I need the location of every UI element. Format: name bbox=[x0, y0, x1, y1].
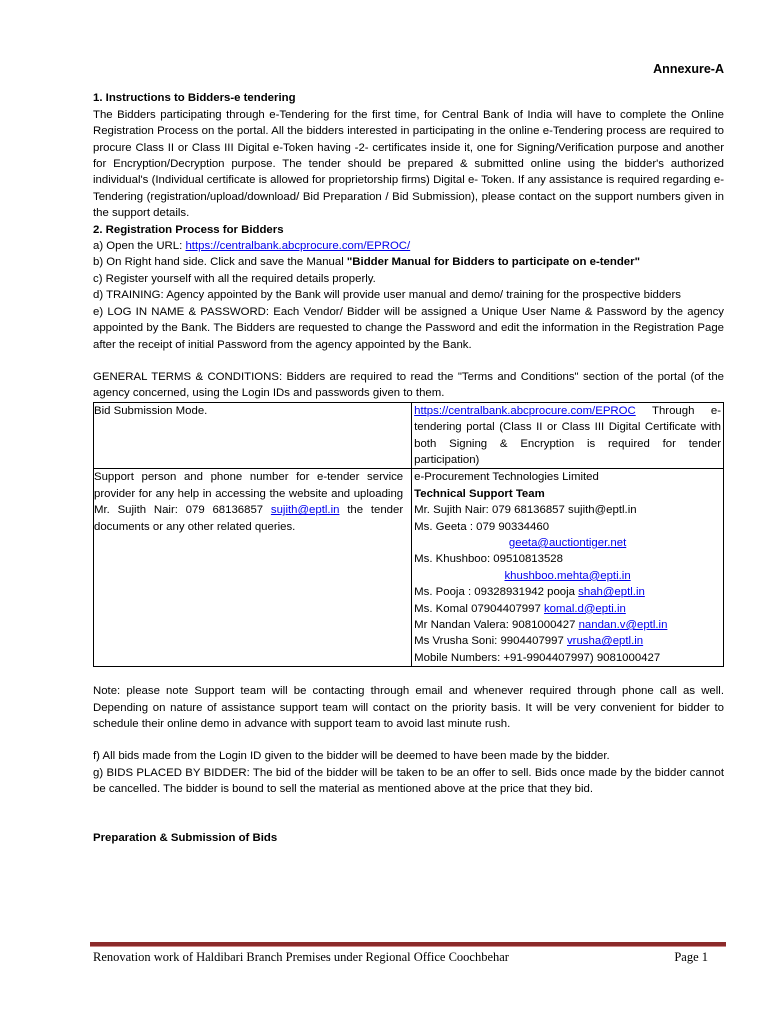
support-table bbox=[93, 402, 724, 668]
khushboo-email-link[interactable]: khushboo.mehta@epti.in bbox=[504, 569, 631, 582]
step-c: c) Register yourself with all the required details properly. bbox=[93, 272, 376, 285]
footer-title: Renovation work of Haldibari Branch Premises under Regional Office Coochbehar bbox=[93, 950, 509, 964]
bidder-manual-title: "Bidder Manual for Bidders to participate on e-tender" bbox=[346, 256, 640, 269]
step-e: e) LOG IN NAME & PASSWORD: Each Vendor/ Bidder will be assigned a Unique User Name & Password by the agency appointed by the Bank. The Bidders are requested to change the Password and edit the information in the Registration Page after the receipt of initial Password from the agency appointed by the Bank. bbox=[93, 305, 724, 351]
contact-komal bbox=[414, 601, 721, 617]
contact-mobile: Mobile Numbers: +91-9904407997) 9081000427 bbox=[414, 651, 661, 664]
table-row bbox=[94, 402, 724, 469]
support-desc-text: Support person and phone number for e-tender service provider for any help in accessing the website and uploading Mr. Sujith Nair: 079 68136857 bbox=[94, 471, 404, 517]
contact-nandan bbox=[414, 617, 721, 633]
step-f: f) All bids made from the Login ID given to the bidder will be deemed to have been made by the bidder. bbox=[93, 750, 610, 763]
vrusha-text: Ms Vrusha Soni: 9904407997 bbox=[414, 635, 567, 648]
company-name: e-Procurement Technologies Limited bbox=[414, 471, 599, 484]
contact-geeta-email-row bbox=[414, 535, 721, 551]
table-row bbox=[94, 469, 724, 667]
contact-vrusha bbox=[414, 633, 721, 649]
section2-heading: 2. Registration Process for Bidders bbox=[93, 223, 284, 236]
support-note: Note: please note Support team will be contacting through email and whenever required through phone call as well. Depending on nature of assistance support team will contact on the priority basis. It will be very convenient for bidder to schedule their online demo in advance with support team to avoid last minute rush. bbox=[93, 685, 724, 731]
support-team-title: Technical Support Team bbox=[414, 487, 545, 500]
section1-heading: 1. Instructions to Bidders-e tendering bbox=[93, 92, 296, 105]
bid-mode-details: Through e-tendering portal (Class II or Class III Digital Certificate with both Signing & Encryption is required for tender participation) bbox=[414, 404, 721, 466]
sujith-email-link[interactable]: sujith@eptl.in bbox=[270, 504, 340, 517]
geeta-email-link[interactable]: geeta@auctiontiger.net bbox=[508, 536, 627, 549]
annexure-label: Annexure-A bbox=[653, 62, 724, 76]
support-contacts bbox=[412, 469, 724, 667]
support-description bbox=[94, 469, 412, 667]
contact-geeta: Ms. Geeta : 079 90334460 bbox=[414, 520, 550, 533]
step-b-text: b) On Right hand side. Click and save the Manual bbox=[93, 256, 347, 269]
step-b bbox=[93, 254, 724, 270]
contact-khushboo: Ms. Khushboo: 09510813528 bbox=[414, 553, 563, 566]
nandan-text: Mr Nandan Valera: 9081000427 bbox=[414, 619, 579, 631]
footer-rule bbox=[90, 942, 726, 947]
step-d: d) TRAINING: Agency appointed by the Bank will provide user manual and demo/ training for the prospective bidders bbox=[93, 289, 681, 302]
bid-mode-value bbox=[412, 402, 724, 469]
contact-sujith: Mr. Sujith Nair: 079 68136857 sujith@eptl.in bbox=[414, 504, 637, 517]
bid-mode-label: Bid Submission Mode. bbox=[94, 402, 412, 469]
section1-body: The Bidders participating through e-Tendering for the first time, for Central Bank of India will have to complete the Online Registration Process on the portal. All the bidders interested in participating in the online e-Tendering process are required to procure Class II or Class III Digital e-Token having -2- certificates inside it, one for Signing/Verification purpose and another for Encryption/Decryption purpose. The tender should be prepared & submitted online using the bidder's authorized individual's (Individual certificate is allowed for proprietorship firms) Digital e- Token. If any assistance is required regarding e-Tendering (registration/upload/download/ Bid Preparation / Bid Submission), please contact on the support numbers given in the support details. bbox=[93, 108, 724, 220]
nandan-email-link[interactable]: nandan.v@eptl.in bbox=[578, 619, 668, 631]
contact-khushboo-email-row bbox=[414, 568, 721, 584]
contact-pooja bbox=[414, 584, 721, 600]
pooja-email-link[interactable]: shah@eptl.in bbox=[578, 586, 645, 599]
vrusha-email-link[interactable]: vrusha@eptl.in bbox=[566, 635, 644, 648]
page-footer bbox=[93, 950, 708, 965]
step-a bbox=[93, 238, 724, 254]
page-content bbox=[93, 61, 724, 846]
preparation-heading: Preparation & Submission of Bids bbox=[93, 831, 278, 844]
step-a-text: a) Open the URL: bbox=[93, 240, 186, 253]
eproc-portal-link[interactable]: https://centralbank.abcprocure.com/EPROC bbox=[414, 404, 636, 417]
komal-email-link[interactable]: komal.d@epti.in bbox=[543, 602, 626, 615]
komal-text: Ms. Komal 07904407997 bbox=[414, 602, 544, 615]
page-number: Page 1 bbox=[674, 950, 708, 964]
support-desc-rest: the tender documents or any other related queries. bbox=[94, 504, 404, 533]
pooja-text: Ms. Pooja : 09328931942 pooja bbox=[414, 586, 579, 599]
step-g: g) BIDS PLACED BY BIDDER: The bid of the bidder will be taken to be an offer to sell. Bids once made by the bidder cannot be cancelled. The bidder is bound to sell the material as mentioned above at the price that they bid. bbox=[93, 766, 724, 796]
general-terms: GENERAL TERMS & CONDITIONS: Bidders are required to read the "Terms and Conditions" section of the portal (of the agency concerned, using the Login IDs and passwords given to them. bbox=[93, 370, 724, 400]
eproc-url-link[interactable]: https://centralbank.abcprocure.com/EPROC/ bbox=[185, 240, 411, 253]
